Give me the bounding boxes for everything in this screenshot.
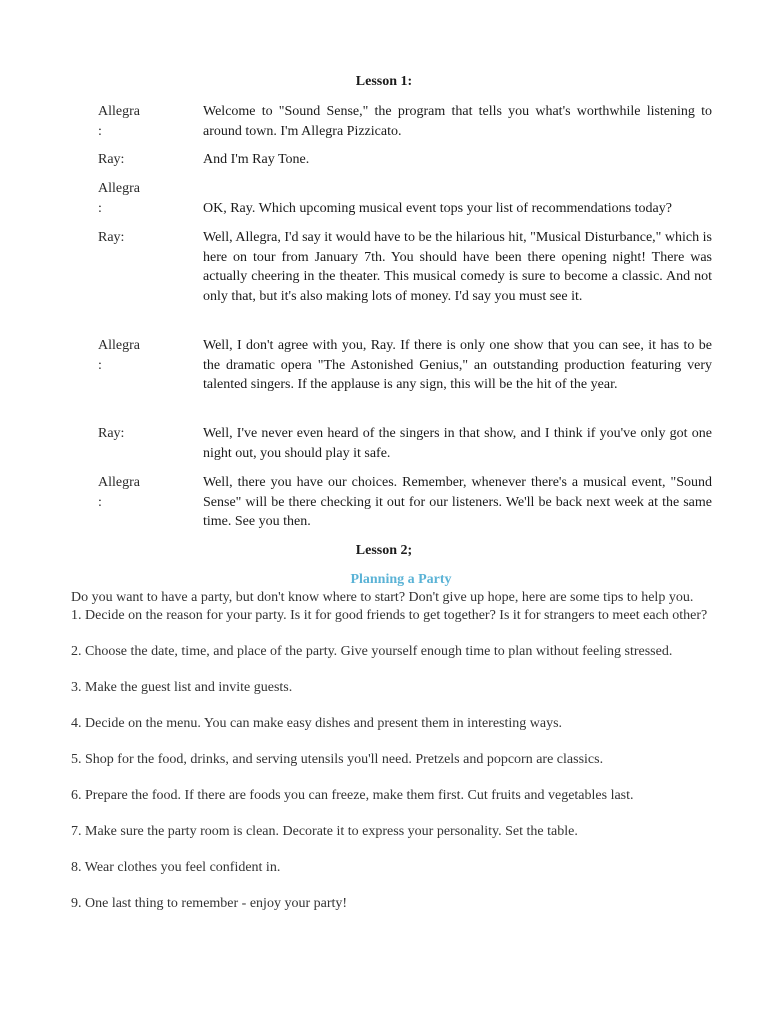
- dialogue-turn: [98, 150, 712, 179]
- speaker: Allegra :: [98, 181, 140, 216]
- list-item: 8. Wear clothes you feel confident in.: [71, 860, 281, 875]
- dialogue-turn: [98, 473, 712, 533]
- speech: OK, Ray. Which upcoming musical event tops your list of recommendations today?: [203, 200, 672, 216]
- speech: And I'm Ray Tone.: [203, 152, 310, 167]
- intro-paragraph: Do you want to have a party, but don't know where to start? Don't give up hope, here are some tips to help you.: [71, 590, 694, 605]
- section-title: Planning a Party: [350, 572, 452, 587]
- dialogue-turn: [98, 336, 712, 424]
- list-item: 5. Shop for the food, drinks, and serving utensils you'll need. Pretzels and popcorn are classics.: [71, 752, 604, 767]
- speech: Well, I've never even heard of the singers in that show, and I think if you've only got one night out, you should play it safe.: [203, 426, 712, 461]
- dialogue-turn: [98, 424, 712, 473]
- speech: Well, there you have our choices. Remember, whenever there's a musical event, "Sound Sense" will be there checking it out for our listeners. We'll be back next week at the same time. See you then.: [203, 475, 712, 529]
- list-item: 3. Make the guest list and invite guests.: [71, 680, 293, 695]
- list-item: 4. Decide on the menu. You can make easy dishes and present them in interesting ways.: [71, 716, 563, 731]
- list-item: 7. Make sure the party room is clean. Decorate it to express your personality. Set the table.: [71, 824, 578, 839]
- speaker: Allegra :: [98, 104, 140, 139]
- speech: Welcome to "Sound Sense," the program that tells you what's worthwhile listening to around town. I'm Allegra Pizzicato.: [203, 104, 712, 139]
- list-item: 1. Decide on the reason for your party. Is it for good friends to get together? Is it for strangers to meet each other?: [71, 608, 708, 623]
- speech: Well, Allegra, I'd say it would have to be the hilarious hit, "Musical Disturbance," which is here on tour from January 7th. You should have been there opening night! There was actually cheering in the theater. This musical comedy is sure to become a classic. And not only that, but it's also making lots of money. I'd say you must see it.: [203, 230, 712, 304]
- dialogue-turn: [98, 102, 712, 150]
- dialogue: [98, 102, 712, 533]
- dialogue-turn: [98, 179, 712, 228]
- speaker: Allegra :: [98, 475, 140, 510]
- speaker: Ray:: [98, 426, 125, 441]
- lesson-1-title: Lesson 1:: [355, 74, 413, 89]
- lesson-2-title: Lesson 2;: [355, 543, 413, 558]
- speaker: Ray:: [98, 152, 125, 167]
- dialogue-turn: [98, 228, 712, 336]
- speaker: Ray:: [98, 230, 125, 245]
- party-tips: [71, 589, 721, 913]
- speech: Well, I don't agree with you, Ray. If there is only one show that you can see, it has to be the dramatic opera "The Astonished Genius," an outstanding production featuring very talented singers. If the applause is any sign, this will be the hit of the year.: [203, 338, 712, 392]
- list-item: 2. Choose the date, time, and place of the party. Give yourself enough time to plan without feeling stressed.: [71, 644, 673, 659]
- speaker: Allegra :: [98, 338, 140, 373]
- list-item: 6. Prepare the food. If there are foods you can freeze, make them first. Cut fruits and vegetables last.: [71, 788, 634, 803]
- list-item: 9. One last thing to remember - enjoy your party!: [71, 896, 348, 911]
